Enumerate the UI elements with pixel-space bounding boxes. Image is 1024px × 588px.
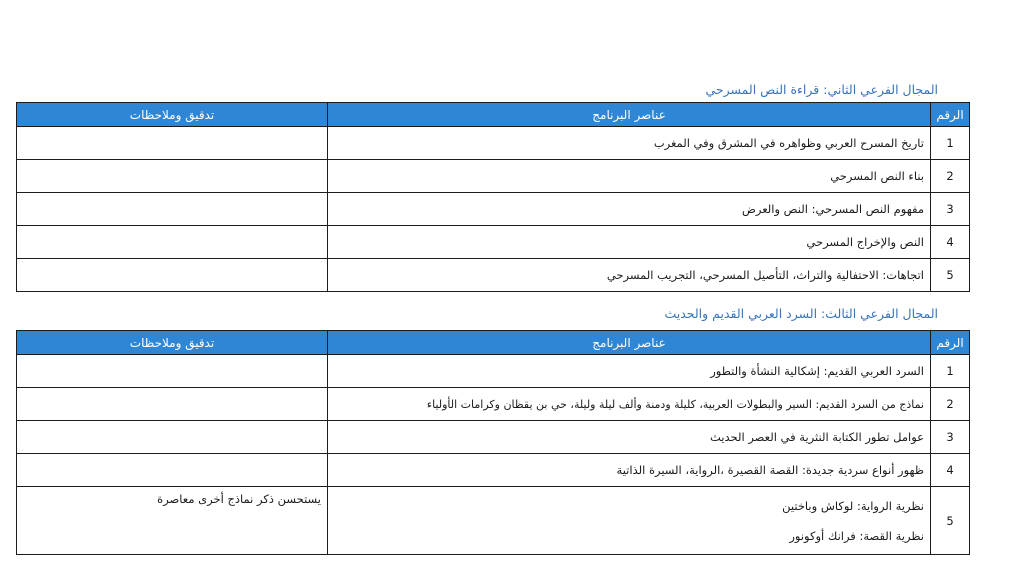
program-element-line: نظرية الرواية: لوكاش وباختين <box>782 498 924 513</box>
row-number: 5 <box>931 259 970 292</box>
program-element <box>328 487 931 555</box>
program-element-line: نظرية القصة: فرانك أوكونور <box>789 528 924 543</box>
section-title: المجال الفرعي الثالث: السرد العربي القديم والحديث <box>664 306 938 321</box>
notes-cell <box>17 454 328 487</box>
program-element: اتجاهات: الاحتفالية والتراث، التأصيل المسرحي، التجريب المسرحي <box>328 259 931 292</box>
row-number: 4 <box>931 454 970 487</box>
notes-cell <box>17 160 328 193</box>
row-number: 3 <box>931 193 970 226</box>
table-row <box>17 421 970 454</box>
program-element: النص والإخراج المسرحي <box>328 226 931 259</box>
table-row <box>17 226 970 259</box>
row-number: 1 <box>931 355 970 388</box>
section-title: المجال الفرعي الثاني: قراءة النص المسرحي <box>705 82 938 97</box>
notes-cell <box>17 127 328 160</box>
table-row <box>17 388 970 421</box>
row-number: 2 <box>931 160 970 193</box>
notes-cell <box>17 355 328 388</box>
program-element: مفهوم النص المسرحي: النص والعرض <box>328 193 931 226</box>
table-row <box>17 259 970 292</box>
table-row <box>17 127 970 160</box>
notes-cell <box>17 226 328 259</box>
notes-cell: يستحسن ذكر نماذج أخرى معاصرة <box>17 487 328 555</box>
header-number: الرقم <box>931 103 970 127</box>
row-number: 2 <box>931 388 970 421</box>
program-element: ظهور أنواع سردية جديدة: القصة القصيرة ،الرواية، السيرة الذاتية <box>328 454 931 487</box>
row-number: 4 <box>931 226 970 259</box>
header-program-elements: عناصر البرنامج <box>328 103 931 127</box>
program-element: نماذج من السرد القديم: السير والبطولات العربية، كليلة ودمنة وألف ليلة وليلة، حي بن يقظان وكرامات الأولياء <box>328 388 931 421</box>
row-number: 3 <box>931 421 970 454</box>
program-element: عوامل تطور الكتابة النثرية في العصر الحديث <box>328 421 931 454</box>
header-notes: تدقيق وملاحظات <box>17 331 328 355</box>
program-element: السرد العربي القديم: إشكالية النشأة والتطور <box>328 355 931 388</box>
table-row <box>17 454 970 487</box>
header-program-elements: عناصر البرنامج <box>328 331 931 355</box>
notes-cell <box>17 421 328 454</box>
row-number: 5 <box>931 487 970 555</box>
program-element: تاريخ المسرح العربي وظواهره في المشرق وفي المغرب <box>328 127 931 160</box>
row-number: 1 <box>931 127 970 160</box>
table-row <box>17 160 970 193</box>
program-element: بناء النص المسرحي <box>328 160 931 193</box>
table-header-row <box>17 103 970 127</box>
table-header-row <box>17 331 970 355</box>
program-table <box>16 330 970 555</box>
notes-cell <box>17 259 328 292</box>
header-notes: تدقيق وملاحظات <box>17 103 328 127</box>
notes-cell <box>17 193 328 226</box>
program-table <box>16 102 970 292</box>
header-number: الرقم <box>931 331 970 355</box>
table-row <box>17 193 970 226</box>
table-row <box>17 487 970 555</box>
notes-cell <box>17 388 328 421</box>
table-row <box>17 355 970 388</box>
